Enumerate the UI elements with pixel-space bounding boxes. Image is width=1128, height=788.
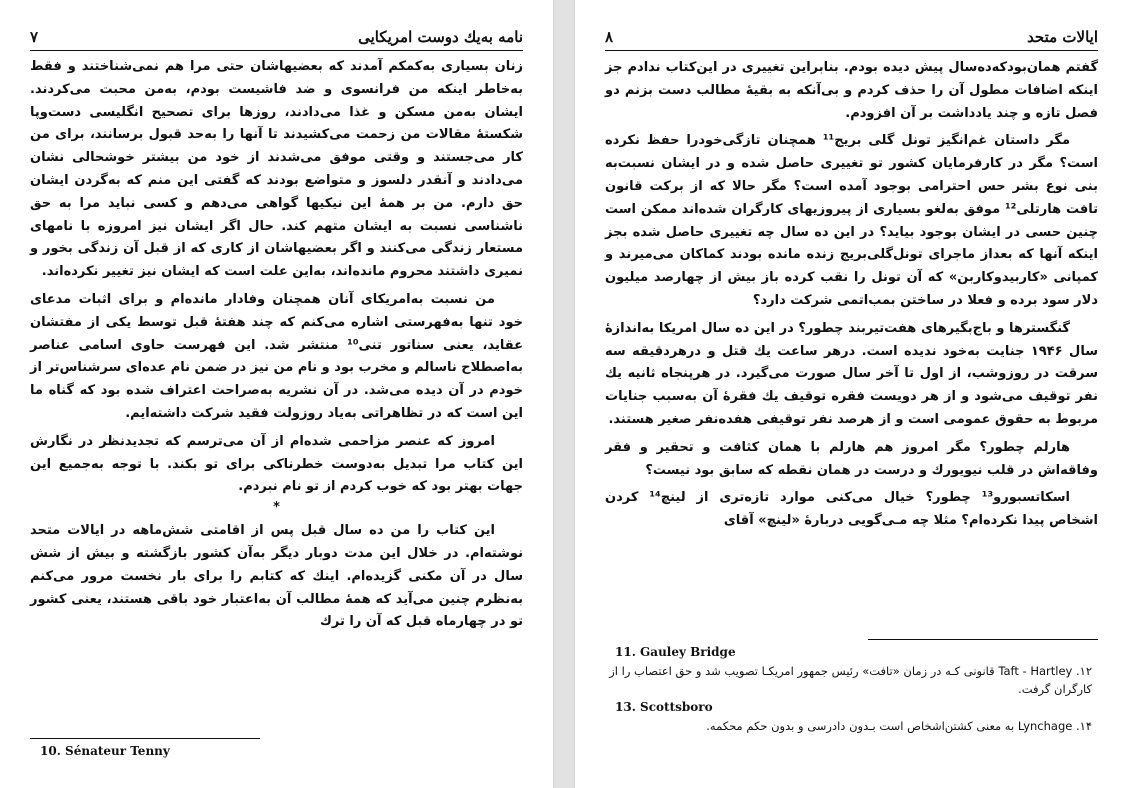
footnote-rule — [30, 738, 260, 739]
right-page-header — [605, 26, 1098, 51]
paragraph: اسکاتسبورو¹³ چطور؟ خیال می‌کنی موارد تازه‌تری از لینچ¹⁴ کردن اشخاص پیدا نکرده‌ام؟ مثلا چه مـی‌گویی دربارهٔ «لینچ» آقای — [605, 490, 1098, 529]
paragraph: هارلم چطور؟ مگر امروز هم هارلم با همان کثافت و تحقیر و فقر وفاقه‌اش در قلب نیویورك و درست در همان نقطه که سابق بود نیست؟ — [605, 439, 1098, 478]
footnote-rule — [868, 639, 1098, 640]
left-page-header — [30, 26, 523, 51]
right-page-body — [605, 57, 1098, 538]
right-page — [575, 0, 1128, 788]
footnote: 10. Sénateur Tenny — [40, 744, 170, 758]
right-page-number: ۸ — [605, 28, 614, 46]
left-footnotes — [30, 742, 523, 761]
paragraph: گفتم همان‌بودکه‌ده‌سال پیش دیده بودم. بنابراین تغییری در این‌کتاب ندادم جز اینکه اضافات مطول آن را حذف کردم و بی‌آنکه به بقیهٔ مطالب دست بزنم دو فصل تازه و چند یادداشت بر آن افزودم. — [605, 60, 1098, 121]
footnote: 13. Scottsboro — [615, 700, 713, 714]
paragraph: من نسبت به‌امریکای آنان همچنان وفادار مانده‌ام و برای اثبات مدعای خود تنها به‌فهرستی اشاره می‌کنم که چند هفتهٔ قبل توسط یکی از مفتشان عقاید، یعنی سناتور تنی¹⁰ منتشر شد. این فهرست حاوی اسامی عناصر به‌اصطلاح ناسالم و مخرب بود و نام من نیز در ضمن نام عده‌ای سرشناس‌تر از خودم در آن دیده می‌شد. در آن نشریه به‌صراحت اعتراف شده بود که گناه ما این است که در تظاهراتی به‌یاد روزولت فقید شرکت داشته‌ایم. — [30, 291, 523, 421]
paragraph: امروز که عنصر مزاحمی شده‌ام از آن می‌ترسم که تجدیدنظر در نگارش این کتاب مرا تبدیل به‌دوست خطرناکی برای تو بکند. با توجه به‌جمیع این جهات بهتر بود که خوب کردم از تو نام نبردم. — [30, 433, 523, 495]
paragraph: زنان بسیاری به‌کمکم آمدند که بعضیهاشان حتی مرا هم نمی‌شناختند و فقط به‌خاطر اینکه من فرانسوی و ضد فاشیست بودم، به‌من محبت می‌کردند. ایشان به‌من مسکن و غذا می‌دادند، روزها برای تصحیح انگلیسی دست‌وپا شکستهٔ مقالات من زحمت می‌کشیدند تا آنها را به‌حد قبول برسانند، برای من کار می‌جستند و وقتی موفق می‌شدند از خود من بیشتر خوشحالی نشان می‌دادند و آنقدر دلسوز و متواضع بودند که گفتی این منم که به‌گردن ایشان حق دارم. من بر همهٔ این نیکیها گواهی می‌دهم و کسی نباید مرا به حق ناشناسی نسبت به ایشان متهم کند. حال اگر ایشان نیز امروزه با نامهای مستعار زندگی می‌کنند و اگر بعضیهاشان از کاری که از قبل آن زندگی بخور و نمیری داشتند محروم مانده‌اند، به‌این علت است که ایشان نیز تغییر نکرده‌اند. — [30, 59, 523, 280]
paragraph: این کتاب را من ده سال قبل پس از اقامتی شش‌ماهه در ایالات متحد نوشته‌ام. در خلال این مدت دوبار دیگر به‌آن کشور بازگشته و بیش از شش سال در آن مکنی گزیده‌ام. اینك که کتابم را برای بار نخست مرور می‌کنم به‌نظرم چنین می‌آید که همهٔ مطالب آن به‌اعتبار خود باقی هستند، یعنی کشور تو در چهارماه قبل که آن را ترك — [30, 523, 523, 630]
right-running-title: ایالات متحد — [1027, 28, 1098, 46]
left-running-title: نامه به‌یك دوست امریکایی — [358, 28, 523, 46]
left-page — [0, 0, 553, 788]
footnote: ۱۲. Taft - Hartley قانونی کـه در زمان «تافت» رئیس جمهور امریکـا تصویب شد و حق اعتصاب را از کارگران گرفت. — [609, 664, 1092, 696]
left-page-body — [30, 56, 523, 639]
footnote: ۱۴. Lynchage به معنی کشتن‌اشخاص است بـدون دادرسی و بدون حکم محکمه. — [706, 719, 1092, 733]
footnote: 11. Gauley Bridge — [615, 645, 736, 659]
paragraph: مگر داستان غم‌انگیز تونل گلی بریج¹¹ همچنان تازگی‌خودرا حفظ نکرده است؟ مگر در کارفرمایان کشور تو تغییری حاصل شده و در ایشان نسبت‌به بنی نوع بشر حس احترامی بوجود آمده است؟ مگر حالا که از برکت قانون تافت هارتلی¹² موفق به‌لغو بسیاری از پیروزیهای کارگران شده‌اند ممکن است چنین حسی در ایشان بوجود بیاید؟ در این ده سال چه تغییری حاصل شده بجز اینکه آنها که بعداز ماجرای تونل‌گلی‌بریج زنده مانده بودند کماکان می‌میرند و کمپانی «کاربیدوکاربن» که آن تونل را نقب کرده باز بیش از چهارصد میلیون دلار سود برده و فعلا در ساختن بمب‌اتمی شرکت دارد؟ — [605, 133, 1098, 308]
section-separator: * — [273, 500, 280, 516]
paragraph: گنگسترها و باج‌بگیرهای هفت‌تیربند چطور؟ در این ده سال امریکا به‌اندازهٔ سال ۱۹۴۶ جنایت به‌خود ندیده است. درهر ساعت یك قتل و درهردقیقه سه سرقت در روزوشب، از اول تا آخر سال صورت می‌گیرد. در هرپنجاه ثانیه یك نفر توقیف می‌شود و از هر دویست فقره توقیف یك فقرهٔ آن به‌سبب جنایات مربوط به حقوق عمومی است و از هرصد نفر توقیفی هفده‌نفر صغیر هستند. — [605, 320, 1098, 427]
page-gutter — [553, 0, 575, 788]
right-footnotes — [605, 643, 1098, 735]
left-page-number: ۷ — [30, 28, 39, 46]
